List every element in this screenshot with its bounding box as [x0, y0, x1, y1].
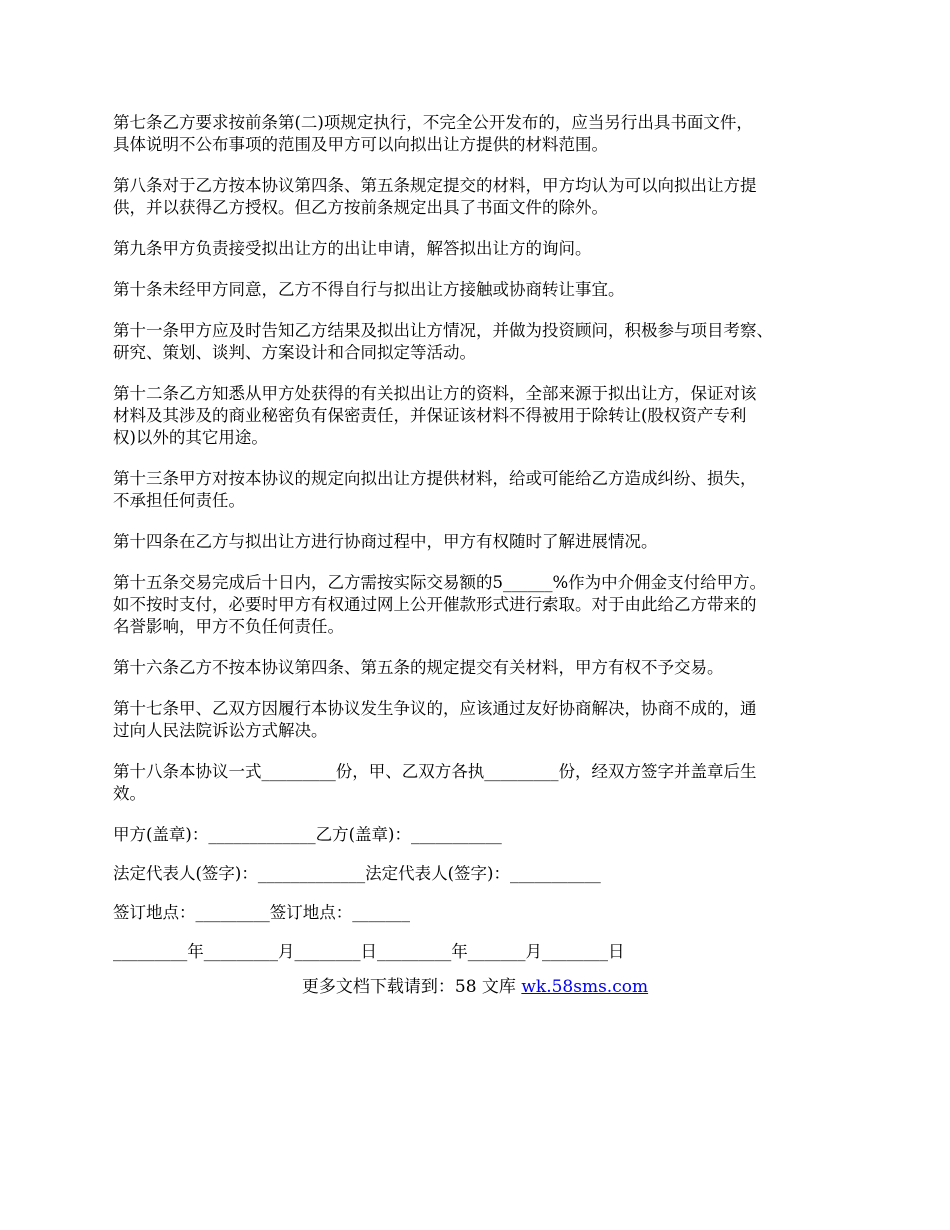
signing-place-line: 签订地点：_________签订地点：_______ — [113, 903, 410, 922]
document-body — [113, 112, 853, 980]
footer — [0, 976, 950, 998]
clause-15: 第十五条交易完成后十日内，乙方需按实际交易额的5______%作为中介佣金支付给甲方。 如不按时支付，必要时甲方有权通过网上公开催款形式进行索取。对于由此给乙方带来的 名誉影响，甲方不负任何责任。 — [113, 573, 767, 636]
clause-16: 第十六条乙方不按本协议第四条、第五条的规定提交有关材料，甲方有权不予交易。 — [113, 658, 724, 677]
footer-link[interactable]: wk.58sms.com — [521, 977, 649, 997]
clause-18: 第十八条本协议一式_________份，甲、乙双方各执_________份，经双方签字并盖章后生 效。 — [113, 762, 757, 803]
clause-17: 第十七条甲、乙双方因履行本协议发生争议的，应该通过友好协商解决，协商不成的，通 过向人民法院诉讼方式解决。 — [113, 699, 757, 740]
clause-14: 第十四条在乙方与拟出让方进行协商过程中，甲方有权随时了解进展情况。 — [113, 532, 658, 551]
clause-7: 第七条乙方要求按前条第(二)项规定执行，不完全公开发布的，应当另行出具书面文件， 具体说明不公布事项的范围及甲方可以向拟出让方提供的材料范围。 — [113, 113, 753, 154]
footer-prefix: 更多文档下载请到：58 文库 — [301, 977, 522, 997]
representative-line: 法定代表人(签字)：_____________法定代表人(签字)：___________ — [113, 864, 601, 883]
clause-10: 第十条未经甲方同意，乙方不得自行与拟出让方接触或协商转让事宜。 — [113, 280, 625, 299]
clause-12: 第十二条乙方知悉从甲方处获得的有关拟出让方的资料，全部来源于拟出让方，保证对该 材料及其涉及的商业秘密负有保密责任，并保证该材料不得被用于除转让(股权资产专利 权)以外的其它用途。 — [113, 384, 757, 447]
seal-line: 甲方(盖章)：_____________乙方(盖章)：___________ — [113, 825, 502, 844]
clause-8: 第八条对于乙方按本协议第四条、第五条规定提交的材料，甲方均认为可以向拟出让方提 供，并以获得乙方授权。但乙方按前条规定出具了书面文件的除外。 — [113, 176, 757, 217]
clause-13: 第十三条甲方对按本协议的规定向拟出让方提供材料，给或可能给乙方造成纠纷、损失， 不承担任何责任。 — [113, 469, 757, 510]
clause-9: 第九条甲方负责接受拟出让方的出让申请，解答拟出让方的询问。 — [113, 239, 592, 258]
clause-11: 第十一条甲方应及时告知乙方结果及拟出让方情况，并做为投资顾问，积极参与项目考察、 研究、策划、谈判、方案设计和合同拟定等活动。 — [113, 321, 773, 362]
date-line: _________年_________月________日_________年_______月________日 — [113, 942, 625, 961]
